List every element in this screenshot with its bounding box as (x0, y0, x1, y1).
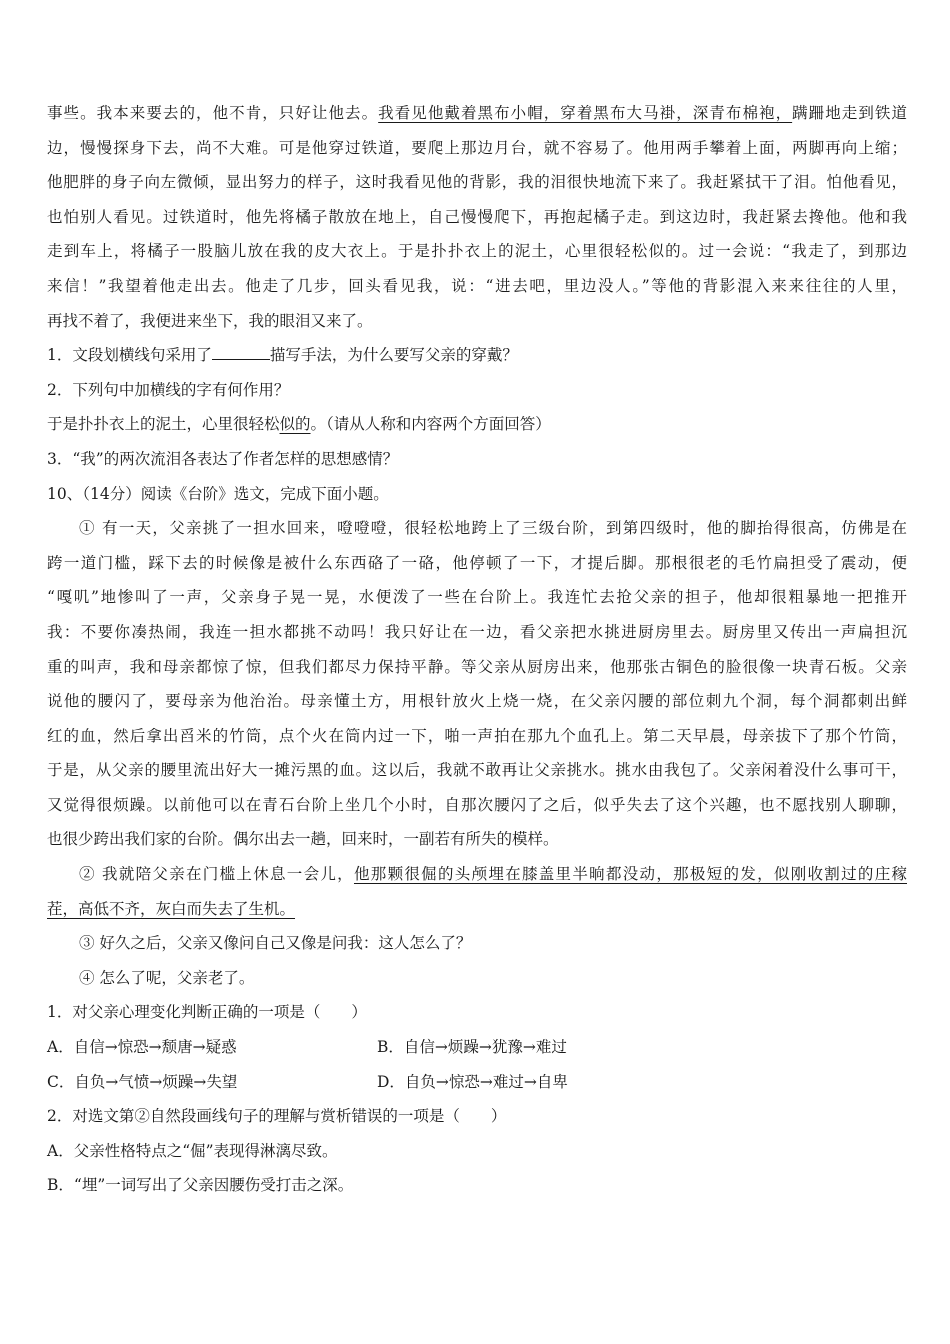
passage-line: 走到车上，将橘子一股脑儿放在我的皮大衣上。于是扑扑衣上的泥土，心里很轻松似的。过一会说：“我走了，到那边 (47, 242, 907, 261)
paragraph-1-line: 重的叫声，我和母亲都惊了惊，但我们都尽力保持平静。等父亲从厨房出来，他那张古铜色的脸很像一块青石板。父亲 (47, 657, 907, 676)
option-c[interactable]: C．自负→气愤→烦躁→失望 (47, 1072, 238, 1091)
underlined-sentence: 茬，高低不齐，灰白而失去了生机。 (47, 899, 296, 918)
question-1: 1．文段划横线句采用了 描写手法，为什么要写父亲的穿戴？ (47, 338, 907, 373)
passage-line: 边，慢慢探身下去，尚不大难。可是他穿过铁道，要爬上那边月台，就不容易了。他用两手攀着上面，两脚再向上缩； (47, 138, 907, 157)
option-b[interactable]: B．“埋”一词写出了父亲因腰伤受打击之深。 (47, 1176, 354, 1195)
paragraph-1-line: 也很少跨出我们家的台阶。偶尔出去一趟，回来时，一副若有所失的模样。 (47, 830, 559, 849)
underlined-word: 似的 (279, 415, 311, 434)
paragraph-1-line: 于是，从父亲的腰里流出好大一摊污黑的血。这以后，我就不敢再让父亲挑水。挑水由我包了。父亲闲着没什么事可干， (47, 761, 907, 780)
section-10-title: 10、（14分）阅读《台阶》选文，完成下面小题。 (47, 484, 389, 503)
passage-line: 也怕别人看见。过铁道时，他先将橘子散放在地上，自己慢慢爬下，再抱起橘子走。到这边时，我赶紧去搀他。他和我 (47, 207, 907, 226)
passage-line: 他肥胖的身子向左微倾，显出努力的样子，这时我看见他的背影，我的泪很快地流下来了。我赶紧拭干了泪。怕他看见， (47, 173, 907, 192)
paragraph-2-line (47, 892, 907, 927)
option-a[interactable]: A．自信→惊恐→颓唐→疑惑 (47, 1038, 237, 1057)
question-2: 2．下列句中加横线的字有何作用？ (47, 380, 290, 399)
paragraph-2-line: ② 我就陪父亲在门槛上休息一会儿，他那颗很倔的头颅埋在膝盖里半晌都没动，那极短的发，似刚收割过的庄稼 (79, 865, 907, 884)
option-a[interactable]: A．父亲性格特点之“倔”表现得淋漓尽致。 (47, 1141, 338, 1160)
document-page (47, 96, 907, 1203)
paragraph-3: ③ 好久之后，父亲又像问自己又像是问我：这人怎么了？ (79, 934, 472, 953)
mcq-options-row (47, 1065, 907, 1100)
passage-line: 来信！”我望着他走出去。他走了几步，回头看见我，说：“进去吧，里边没人。”等他的背影混入来来往往的人里， (47, 276, 907, 295)
paragraph-1-line: “嘎叽”地惨叫了一声，父亲身子晃一晃，水便泼了一些在台阶上。我连忙去抢父亲的担子，他却很粗暴地一把推开 (47, 588, 907, 607)
underlined-sentence: 我看见他戴着黑布小帽，穿着黑布大马褂，深青布棉袍， (378, 104, 793, 122)
option-d[interactable]: D．自负→惊恐→难过→自卑 (377, 1072, 568, 1091)
mcq-options-row (47, 1030, 907, 1065)
mcq-question-2: 2．对选文第②自然段画线句子的理解与赏析错误的一项是（ ） (47, 1107, 507, 1126)
paragraph-1-line: 说他的腰闪了，要母亲为他治治。母亲懂土方，用根针放火上烧一烧，在父亲闪腰的部位刺九个洞，每个洞都刺出鲜 (47, 692, 907, 711)
paragraph-1-line: 跨一道门槛，踩下去的时候像是被什么东西硌了一硌，他停顿了一下，才提后脚。那根很老的毛竹扁担受了震动，便 (47, 553, 907, 572)
paragraph-1-line: 我：不要你凑热闹，我连一担水都挑不动吗！我只好让在一边，看父亲把水挑进厨房里去。厨房里又传出一声扁担沉 (47, 622, 907, 641)
paragraph-4: ④ 怎么了呢，父亲老了。 (79, 968, 255, 987)
paragraph-1-line: 又觉得很烦躁。以前他可以在青石台阶上坐几个小时，自那次腰闪了之后，似乎失去了这个兴趣，也不愿找别人聊聊， (47, 795, 907, 814)
passage-line: 再找不着了，我便进来坐下，我的眼泪又来了。 (47, 311, 373, 330)
paragraph-1-line: ① 有一天，父亲挑了一担水回来，噔噔噔，很轻松地跨上了三级台阶，到第四级时，他的脚抬得很高，仿佛是在 (79, 519, 907, 538)
answer-blank[interactable] (212, 341, 270, 360)
question-2-sentence: 于是扑扑衣上的泥土，心里很轻松似的。（请从人称和内容两个方面回答） (47, 415, 551, 434)
passage-line: 事些。我本来要去的，他不肯，只好让他去。我看见他戴着黑布小帽，穿着黑布大马褂，深青布棉袍，蹒跚地走到铁道 (47, 104, 907, 122)
mcq-question-1: 1．对父亲心理变化判断正确的一项是（ ） (47, 1003, 367, 1022)
paragraph-1-line: 红的血，然后拿出舀米的竹筒，点个火在筒内过一下，啪一声拍在那九个血孔上。第二天早晨，母亲拔下了那个竹筒， (47, 726, 907, 745)
option-b[interactable]: B．自信→烦躁→犹豫→难过 (377, 1038, 567, 1057)
question-3: 3．“我”的两次流泪各表达了作者怎样的思想感情？ (47, 449, 399, 468)
underlined-sentence: 他那颗很倔的头颅埋在膝盖里半晌都没动，那极短的发，似刚收割过的庄稼 (353, 865, 907, 884)
